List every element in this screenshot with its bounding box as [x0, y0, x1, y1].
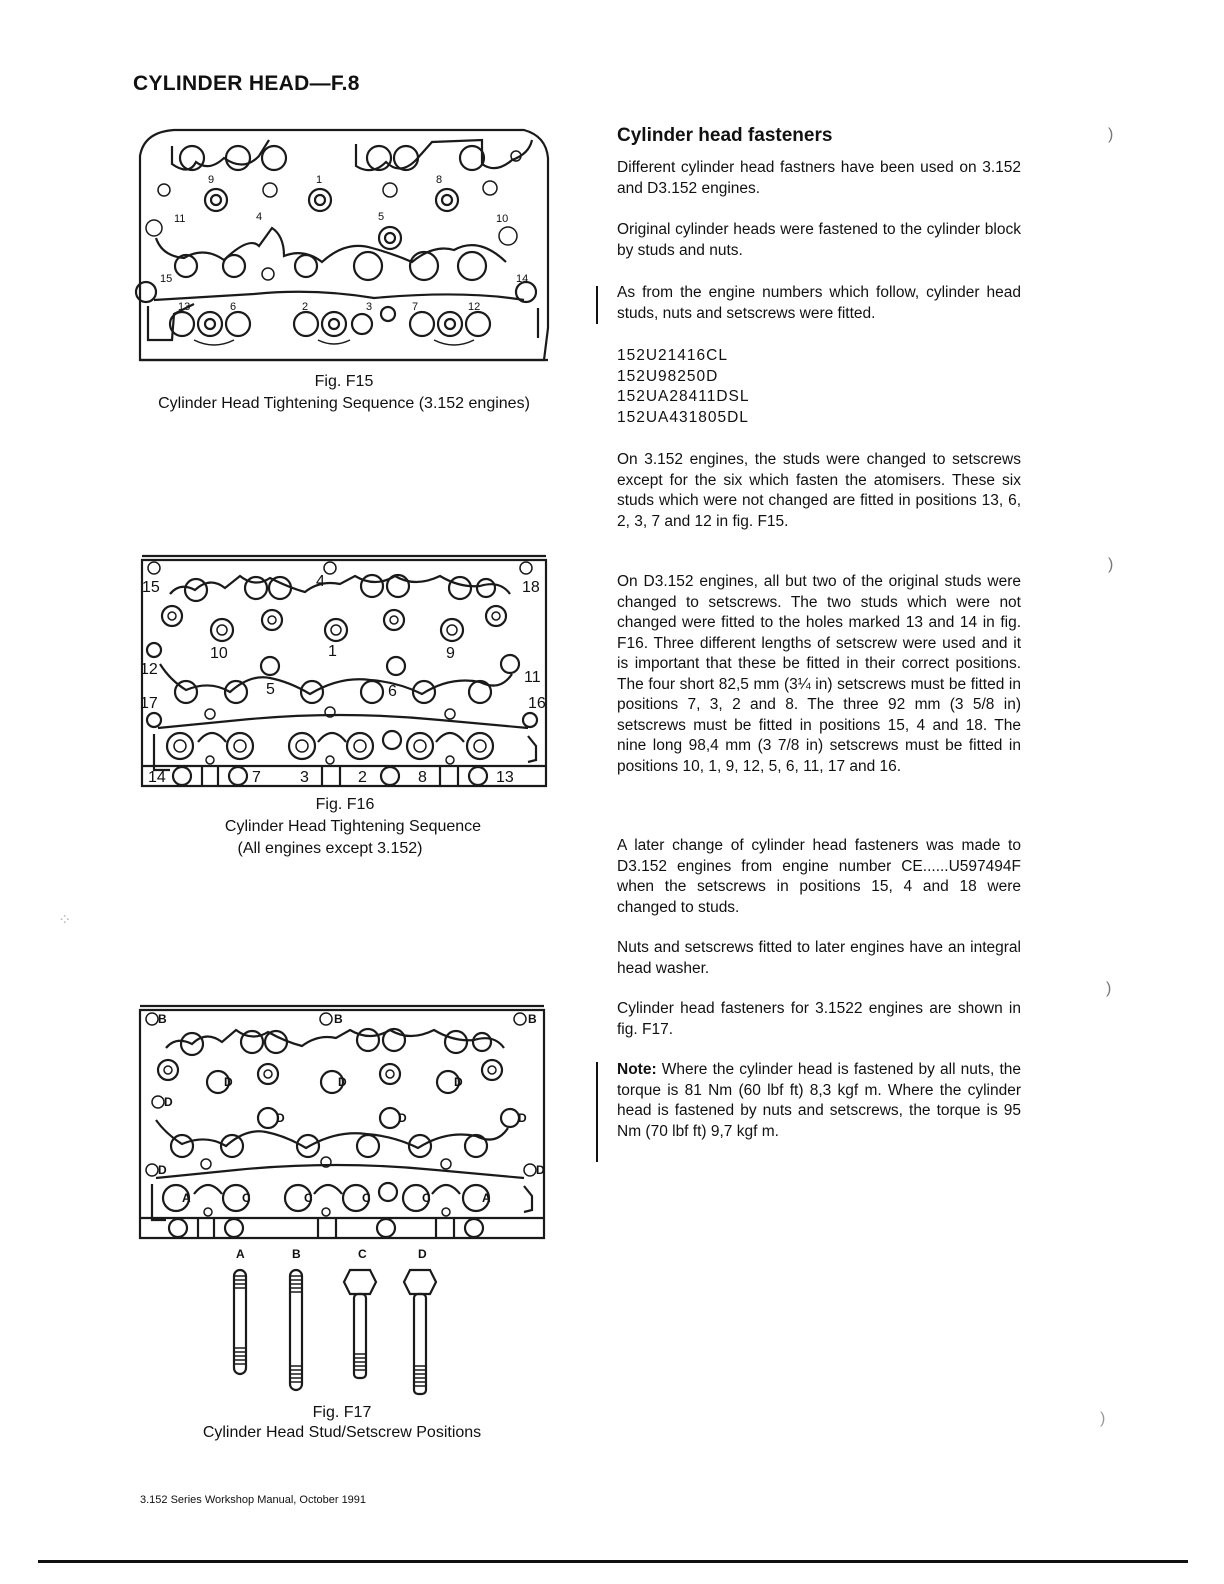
f15-label: 14 — [516, 273, 529, 285]
f17-head-letter: D — [536, 1163, 545, 1177]
f17-head-letter: C — [362, 1191, 371, 1205]
paragraph-6: A later change of cylinder head fasteners was made to D3.152 engines from engine number CE......U597494F when the setscrews in positions 15, 4 and 18 were changed to studs. — [617, 837, 1021, 916]
f17-head-letter: D — [518, 1111, 527, 1125]
paragraph-4: On 3.152 engines, the studs were changed to setscrews except for the six which fasten the atomisers. These six studs which were not changed are fitted in positions 13, 6, 2, 3, 7 and 12 in fig. F15. — [617, 451, 1021, 530]
f17-head-letter: D — [398, 1111, 407, 1125]
scan-artifact: ⁘ — [58, 912, 72, 929]
f16-label: 14 — [148, 769, 166, 786]
scan-artifact: ) — [1100, 1410, 1106, 1427]
f15-label: 1 — [316, 174, 323, 186]
revision-bar — [596, 286, 598, 324]
f16-label: 12 — [140, 661, 158, 678]
f17-head-letter: C — [422, 1191, 431, 1205]
f16-cylinder-head-diagram — [140, 554, 550, 790]
fig-f17-caption: Cylinder Head Stud/Setscrew Positions — [202, 1424, 482, 1441]
f15-label: 4 — [256, 211, 263, 223]
article-paragraph — [617, 572, 1021, 777]
f16-label: 7 — [252, 769, 261, 786]
engine-number: 152UA431805DL — [617, 408, 749, 426]
note-text: Where the cylinder head is fastened by all nuts, the torque is 81 Nm (60 lbf ft) 8,3 kgf m. Where the cylinder head is fastened by nuts and setscrews, the torque is 95 Nm (70 lbf ft) 9,7 kgf m. — [617, 1061, 1021, 1140]
fig-f15-caption: Cylinder Head Tightening Sequence (3.152 engines) — [158, 395, 530, 412]
fig-f16-label: Fig. F16 — [315, 796, 375, 813]
engine-number: 152U98250D — [617, 367, 719, 385]
f17-head-letter: B — [334, 1012, 343, 1026]
figure-f16 — [140, 554, 550, 790]
paragraph-1: Different cylinder head fastners have been used on 3.152 and D3.152 engines. — [617, 159, 1021, 197]
f16-label: 18 — [522, 579, 540, 596]
f17-head-letter: D — [454, 1075, 463, 1089]
revision-bar — [596, 1062, 598, 1162]
scan-artifact: ) — [1106, 980, 1112, 997]
f17-head-letter: C — [304, 1191, 313, 1205]
f15-label: 7 — [412, 301, 419, 313]
fastener-b-stud-icon — [290, 1270, 302, 1390]
f15-label: 8 — [436, 174, 443, 186]
fig-f16-caption-line2: (All engines except 3.152) — [237, 840, 423, 857]
fastener-label-c: C — [358, 1247, 367, 1261]
f15-label: 13 — [178, 301, 191, 313]
article-paragraph — [617, 283, 1021, 324]
scan-artifact: ) — [1108, 556, 1114, 573]
f17-cylinder-head-diagram — [132, 1002, 550, 1400]
paragraph-3: As from the engine numbers which follow, cylinder head studs, nuts and setscrews were fitted. — [617, 284, 1021, 322]
f17-head-letter: D — [338, 1075, 347, 1089]
fastener-label-b: B — [292, 1247, 301, 1261]
f15-label: 12 — [468, 301, 481, 313]
f15-label: 5 — [378, 211, 385, 223]
figure-f15 — [134, 128, 554, 364]
engine-number-list — [617, 346, 1021, 428]
f15-label: 3 — [366, 301, 373, 313]
f16-label: 3 — [300, 769, 309, 786]
page-footer: 3.152 Series Workshop Manual, October 1991 — [140, 1494, 367, 1506]
f16-label: 9 — [446, 645, 455, 662]
f17-head-letter: A — [182, 1191, 191, 1205]
f15-label: 2 — [302, 301, 309, 313]
f17-head-letter: D — [158, 1163, 167, 1177]
paragraph-2: Original cylinder heads were fastened to the cylinder block by studs and nuts. — [617, 221, 1021, 259]
paragraph-7: Nuts and setscrews fitted to later engines have an integral head washer. — [617, 939, 1021, 977]
article-paragraph — [617, 220, 1021, 261]
f16-label: 4 — [316, 573, 325, 590]
f17-head-letter: B — [528, 1012, 537, 1026]
article-paragraph — [617, 836, 1021, 918]
article-paragraph — [617, 999, 1021, 1040]
f16-label: 15 — [142, 579, 160, 596]
fig-f16-caption-line1: Cylinder Head Tightening Sequence — [224, 818, 482, 835]
engine-number: 152U21416CL — [617, 347, 728, 364]
f17-head-letter: D — [224, 1075, 233, 1089]
paragraph-8: Cylinder head fasteners for 3.1522 engines are shown in fig. F17. — [617, 1000, 1021, 1038]
page-title: CYLINDER HEAD—F.8 — [133, 72, 360, 95]
paragraph-5: On D3.152 engines, all but two of the original studs were changed to setscrews. The two studs which were not changed were fitted to the holes marked 13 and 14 in fig. F16. Three different lengths of setscrew were used and it is important that these be fitted in their correct positions. The four short 82,5 mm (3¼ in) setscrews must be fitted in positions 7, 3, 2 and 8. The three 92 mm (3 5/8 in) setscrews must be fitted in positions 15, 4 and 18. The nine long 98,4 mm (3 7/8 in) setscrews must be fitted in positions 10, 1, 9, 12, 5, 6, 11, 17 and 16. — [617, 573, 1021, 775]
f17-head-letter: B — [158, 1012, 167, 1026]
fig-f15-label: Fig. F15 — [314, 373, 374, 390]
fastener-d-setscrew-icon — [404, 1270, 436, 1394]
article-paragraph — [617, 450, 1021, 532]
f15-label: 11 — [174, 213, 186, 225]
bottom-rule — [38, 1560, 1188, 1563]
engine-number: 152UA28411DSL — [617, 388, 750, 405]
f16-label: 5 — [266, 681, 275, 698]
note-paragraph — [617, 1060, 1021, 1142]
article-paragraph — [617, 158, 1021, 199]
f15-label: 10 — [496, 213, 509, 225]
note-label: Note: — [617, 1061, 657, 1078]
f16-label: 11 — [524, 669, 541, 686]
f15-label: 9 — [208, 174, 215, 186]
f16-label: 6 — [388, 683, 397, 700]
scan-artifact: ) — [1108, 126, 1114, 143]
fastener-c-setscrew-icon — [344, 1270, 376, 1378]
article-paragraph — [617, 938, 1021, 979]
figure-f17 — [132, 1002, 550, 1400]
fastener-label-d: D — [418, 1247, 427, 1261]
f15-label: 15 — [160, 273, 173, 285]
f17-head-letter: A — [482, 1191, 491, 1205]
f16-label: 2 — [358, 769, 367, 786]
f16-label: 8 — [418, 769, 427, 786]
fig-f17-label: Fig. F17 — [312, 1404, 372, 1421]
f15-cylinder-head-diagram — [134, 128, 554, 364]
f17-head-letter: D — [164, 1095, 173, 1109]
f16-label: 17 — [140, 695, 158, 712]
f16-label: 10 — [210, 645, 228, 662]
fastener-label-a: A — [236, 1247, 245, 1261]
f17-head-letter: D — [276, 1111, 285, 1125]
f16-label: 1 — [328, 643, 337, 660]
section-title: Cylinder head fasteners — [617, 125, 833, 146]
f17-head-letter: C — [242, 1191, 251, 1205]
f15-label: 6 — [230, 301, 237, 313]
fastener-a-stud-icon — [234, 1270, 246, 1374]
f16-label: 13 — [496, 769, 514, 786]
f16-label: 16 — [528, 695, 546, 712]
